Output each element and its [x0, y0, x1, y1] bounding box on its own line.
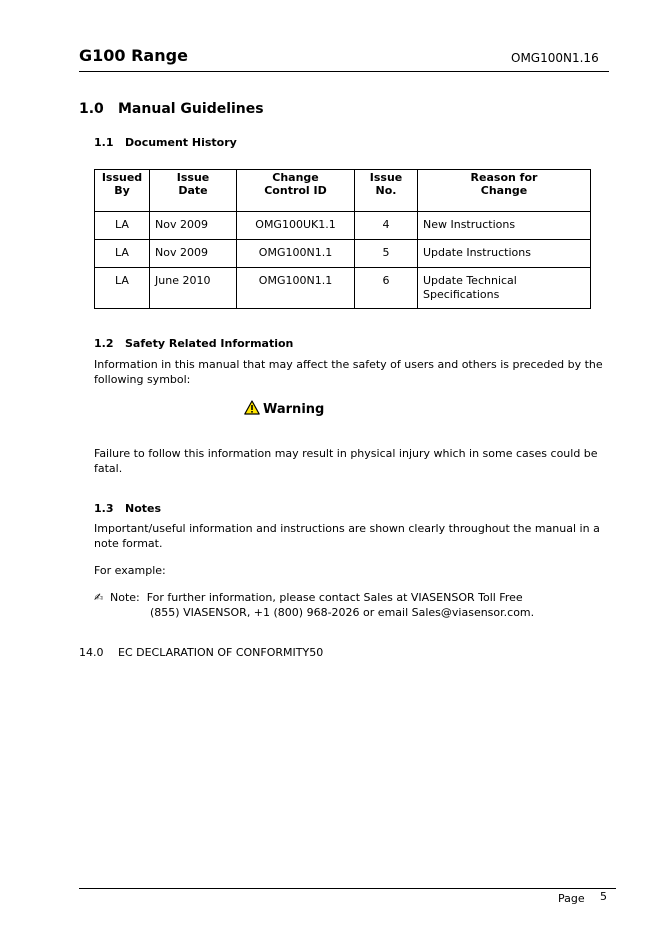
footer-divider — [79, 888, 616, 889]
table-header-row — [95, 170, 591, 212]
cell-issue-date: Nov 2009 — [150, 212, 237, 240]
column-header-issue-no: Issue No. — [355, 170, 418, 212]
cell-reason: Update Technical Specifications — [418, 268, 591, 309]
section-heading-manual-guidelines — [79, 101, 264, 117]
warning-symbol-example — [244, 400, 324, 417]
safety-intro-text: Information in this manual that may affect the safety of users and others is preceded by the following symbol: — [94, 358, 603, 386]
document-history-table — [94, 169, 591, 309]
cell-reason: New Instructions — [418, 212, 591, 240]
header-title: G100 Range — [79, 46, 188, 65]
section-number: 1.0 — [79, 101, 104, 117]
cell-issue-no: 4 — [355, 212, 418, 240]
subsection-title: Document History — [125, 136, 237, 149]
column-header-change-control-id: Change Control ID — [237, 170, 355, 212]
note-label: Note: — [110, 591, 140, 604]
cell-issued-by: LA — [95, 212, 150, 240]
cell-issue-date: Nov 2009 — [150, 240, 237, 268]
subsection-heading-safety — [94, 337, 293, 350]
subsection-title: Safety Related Information — [125, 337, 294, 350]
table-row — [95, 212, 591, 240]
for-example-text: For example: — [94, 564, 166, 577]
subsection-number: 1.3 — [94, 502, 114, 515]
cell-change-control-id: OMG100N1.1 — [237, 268, 355, 309]
header-divider — [79, 71, 609, 72]
cell-issue-date: June 2010 — [150, 268, 237, 309]
subsection-heading-notes — [94, 502, 161, 515]
cell-issued-by: LA — [95, 240, 150, 268]
warning-label: Warning — [263, 402, 325, 417]
section-title: Manual Guidelines — [118, 101, 264, 117]
cell-change-control-id: OMG100N1.1 — [237, 240, 355, 268]
writing-hand-icon: ✍ — [94, 591, 104, 604]
cell-reason: Update Instructions — [418, 240, 591, 268]
note-text-line-1: For further information, please contact Sales at VIASENSOR Toll Free — [146, 591, 523, 604]
column-header-reason-for-change: Reason for Change — [418, 170, 591, 212]
note-example — [94, 590, 535, 619]
cell-issue-no: 6 — [355, 268, 418, 309]
table-row — [95, 240, 591, 268]
warning-triangle-icon — [244, 400, 260, 415]
failure-warning-text: Failure to follow this information may result in physical injury which in some cases could be fatal. — [94, 447, 598, 475]
subsection-title: Notes — [125, 502, 162, 515]
cell-issued-by: LA — [95, 268, 150, 309]
toc-entry[interactable] — [79, 646, 323, 659]
toc-entry-number: 14.0 — [79, 646, 104, 659]
document-code: OMG100N1.16 — [511, 51, 599, 65]
cell-issue-no: 5 — [355, 240, 418, 268]
page-label: Page — [558, 892, 585, 905]
subsection-heading-document-history — [94, 136, 237, 149]
column-header-issued-by: Issued By — [95, 170, 150, 212]
subsection-number: 1.2 — [94, 337, 114, 350]
toc-entry-text: EC DECLARATION OF CONFORMITY50 — [118, 646, 324, 659]
subsection-number: 1.1 — [94, 136, 114, 149]
cell-change-control-id: OMG100UK1.1 — [237, 212, 355, 240]
column-header-issue-date: Issue Date — [150, 170, 237, 212]
notes-intro-text: Important/useful information and instructions are shown clearly throughout the manual in a note format. — [94, 522, 600, 550]
table-row — [95, 268, 591, 309]
note-text-line-2: (855) VIASENSOR, +1 (800) 968-2026 or email Sales@viasensor.com. — [150, 606, 535, 619]
page-number: 5 — [600, 890, 607, 903]
